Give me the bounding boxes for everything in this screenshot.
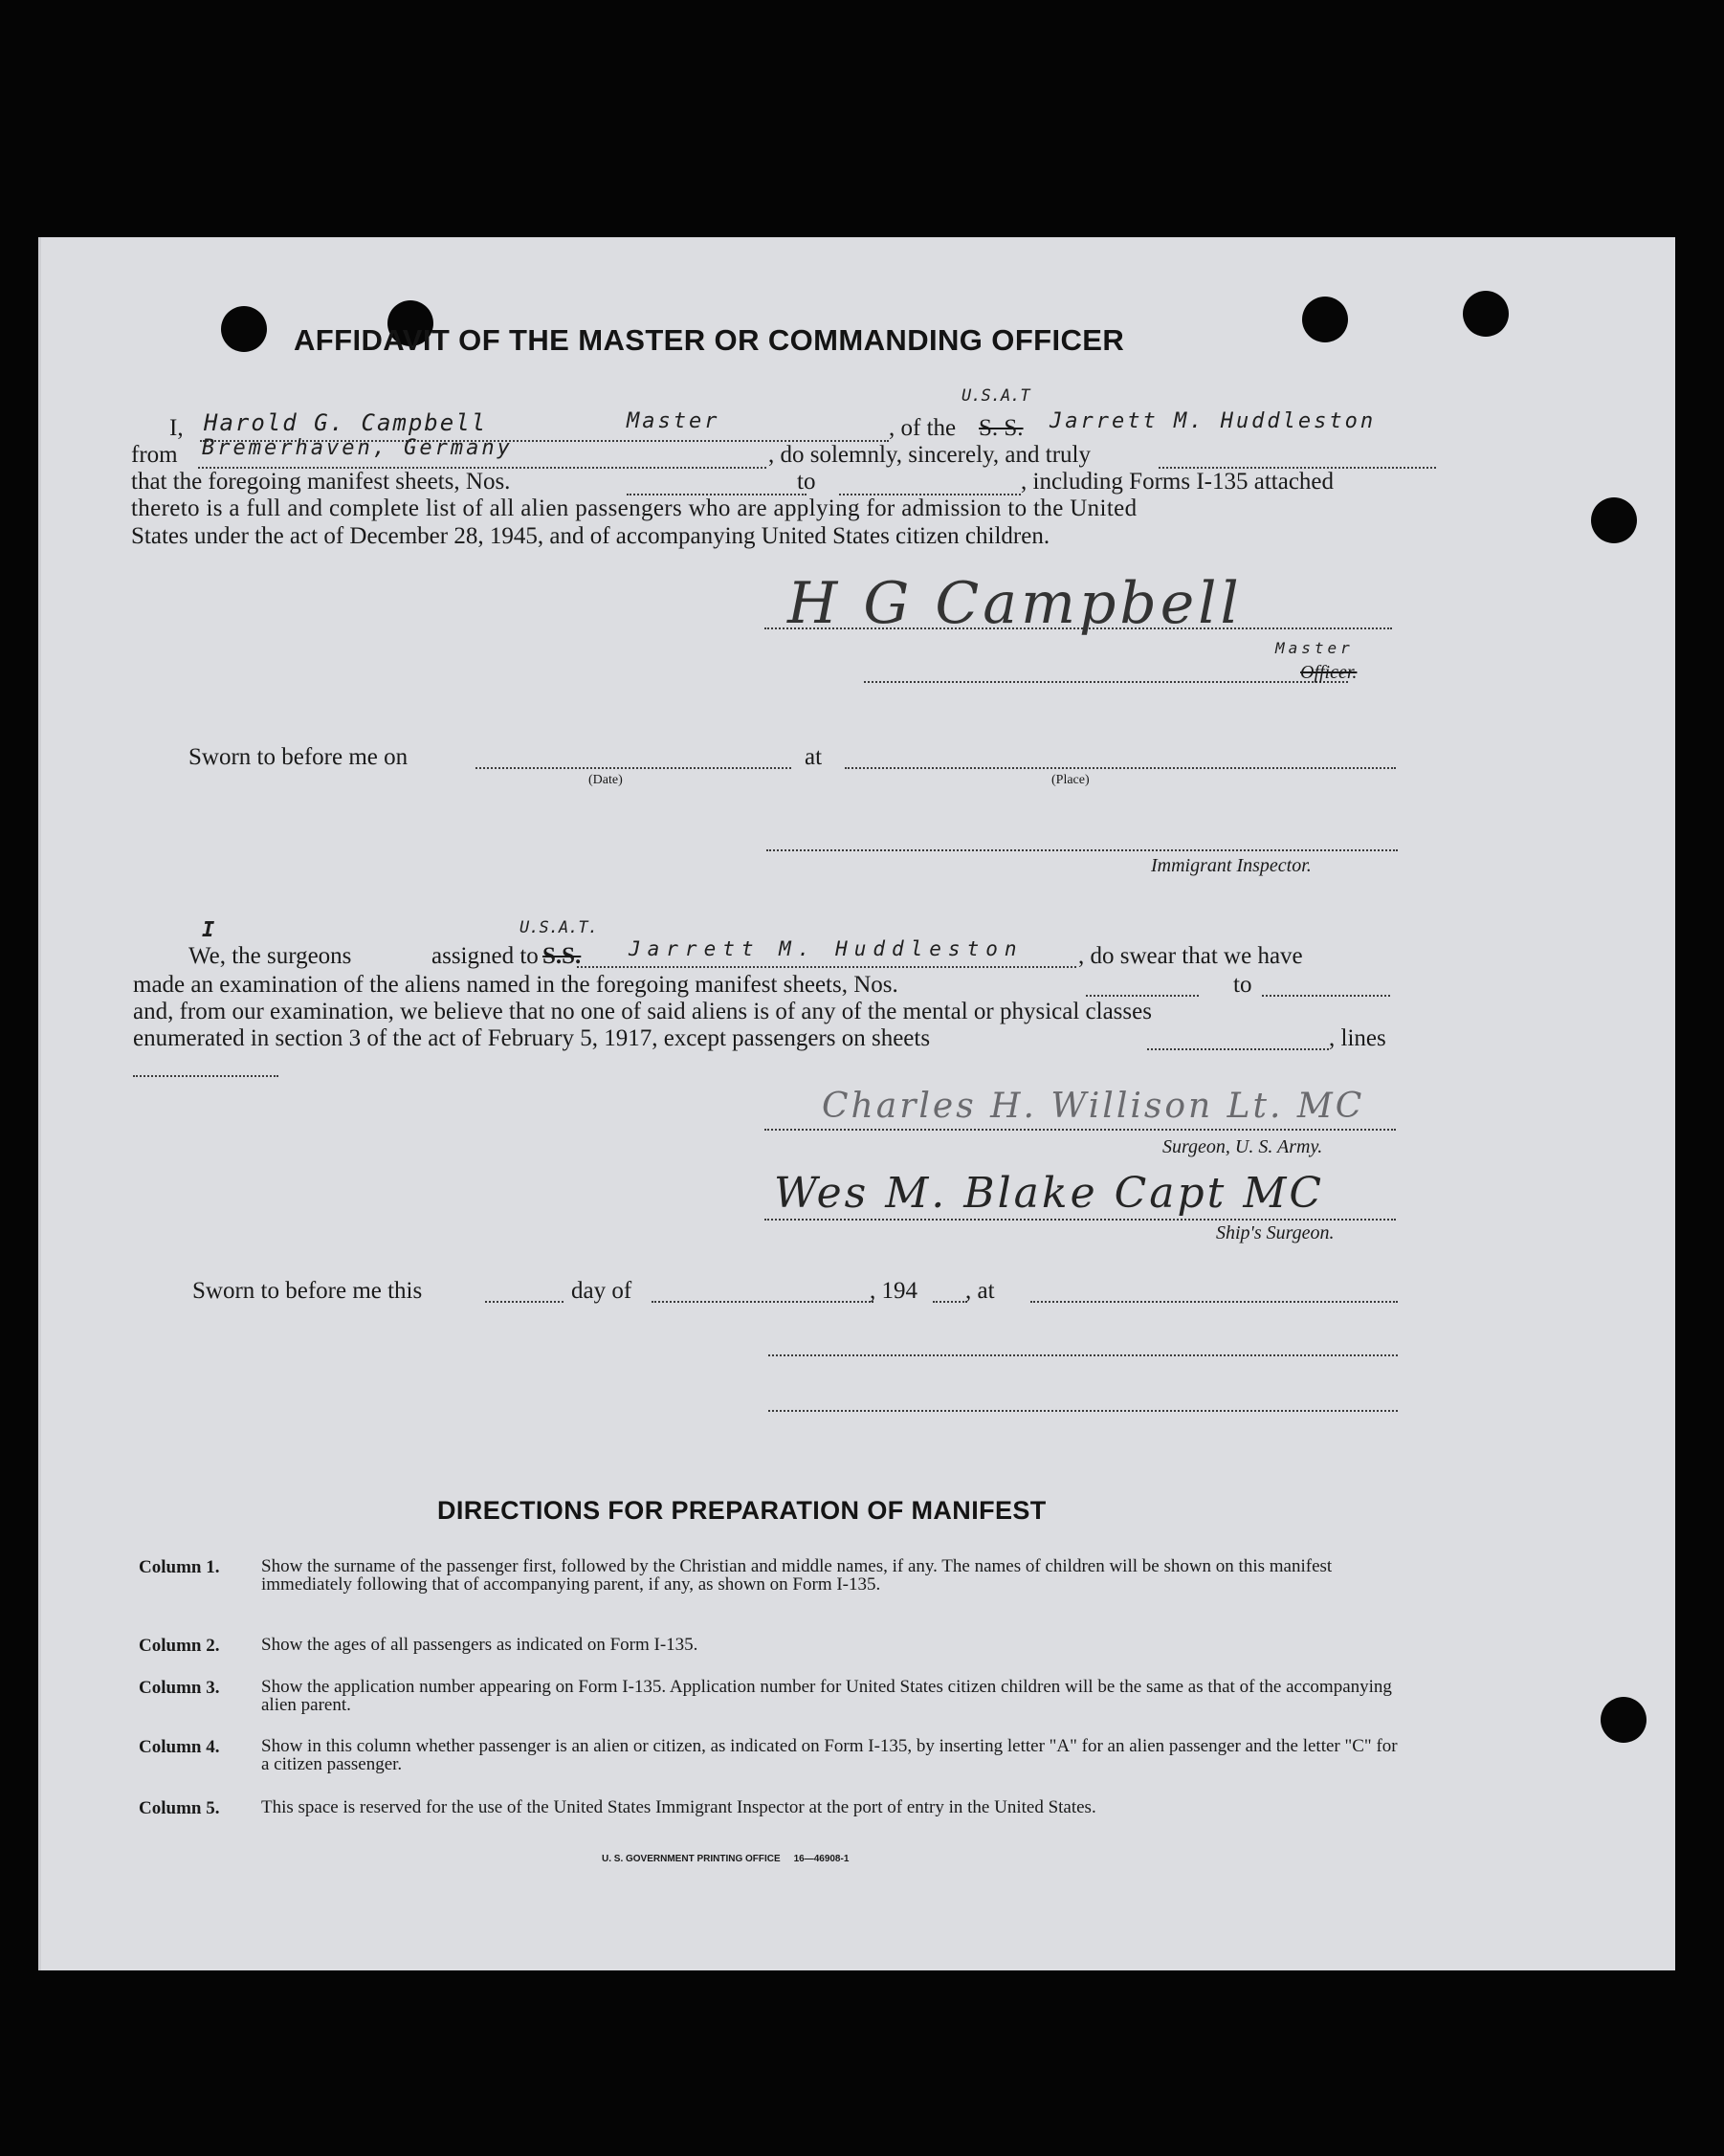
column-4-label: Column 4. (139, 1737, 220, 1757)
sworn2-at-text: , at (965, 1278, 995, 1304)
swear-text: , do swear that we have (1078, 943, 1303, 969)
surgeons-vessel-type-struck: S.S. (542, 943, 582, 969)
year-text: , 194 (870, 1278, 917, 1304)
vessel-type-handwritten: U.S.A.T (961, 386, 1030, 406)
army-surgeon-caption: Surgeon, U. S. Army. (1162, 1136, 1323, 1157)
surgeons-vessel-name: Jarrett M. Huddleston (629, 937, 1024, 960)
surgeons-prefix: We, the surgeons (188, 943, 352, 969)
punch-hole (1591, 497, 1637, 543)
master-title: Master (627, 409, 720, 433)
column-5-label: Column 5. (139, 1798, 220, 1818)
army-surgeon-signature: Charles H. Willison Lt. MC (822, 1087, 1365, 1126)
punch-hole (1601, 1697, 1647, 1743)
vessel-type-struck: S. S. (979, 415, 1024, 441)
sworn-month-line (652, 1301, 873, 1303)
sworn-at-text: at (805, 744, 823, 770)
surgeons-vessel-type-handwritten: U.S.A.T. (519, 918, 598, 937)
list-text: thereto is a full and complete list of all alien passengers who are applying for admission to the United (131, 495, 1138, 521)
inspector-line (766, 849, 1398, 851)
printing-office-footer: U. S. GOVERNMENT PRINTING OFFICE 16—46908-1 (602, 1854, 850, 1864)
document-page (38, 237, 1675, 1970)
officer-line (864, 681, 1348, 683)
column-5-text: This space is reserved for the use of the United States Immigrant Inspector at the port of entry in the United States. (261, 1797, 1096, 1817)
port-from: Bremerhaven, Germany (202, 436, 513, 460)
day-of-text: day of (571, 1278, 632, 1304)
enumerated-text: enumerated in section 3 of the act of February 5, 1917, except passengers on sheets (133, 1025, 931, 1051)
column-1-text: Show the surname of the passenger first, followed by the Christian and middle names, if any. The names of children will be shown on this manifest immediately following that of accompanying parent, if any, as shown on Form I-135. (261, 1556, 1333, 1595)
sworn-day-line (485, 1301, 564, 1303)
except-sheets-line (1147, 1048, 1329, 1050)
exam-sheets-from-line (1086, 995, 1199, 997)
column-3-text: Show the application number appearing on Form I-135. Application number for United States citizen children will be the same as that of the accompanying alien parent. (261, 1677, 1392, 1715)
line1-prefix: I, (169, 415, 184, 441)
of-the-text: , of the (889, 415, 957, 441)
date-caption: (Date) (588, 773, 623, 787)
column-4-text: Show in this column whether passenger is an alien or citizen, as indicated on Form I-135, by inserting letter "A" for an alien passenger and the letter "C" for a citizen passenger. (261, 1736, 1398, 1774)
officer-handwritten: Master (1275, 639, 1354, 657)
sworn-year-line (933, 1301, 967, 1303)
sworn2-place-line (1030, 1301, 1398, 1303)
sworn2-extra-line-2 (768, 1410, 1398, 1412)
master-name: Harold G. Campbell (204, 409, 488, 436)
correction-mark: I (202, 918, 215, 942)
mental-classes-text: and, from our examination, we believe that no one of said aliens is of any of the mental or physical classes (133, 999, 1152, 1024)
ship-surgeon-caption: Ship's Surgeon. (1216, 1222, 1335, 1243)
directions-title: DIRECTIONS FOR PREPARATION OF MANIFEST (437, 1496, 1047, 1525)
sworn-on-text: Sworn to before me on (188, 744, 409, 770)
column-1-label: Column 1. (139, 1557, 220, 1577)
sworn-date-line (475, 767, 791, 769)
army-surgeon-line (764, 1129, 1396, 1131)
manifest-sheets-text: that the foregoing manifest sheets, Nos. (131, 469, 511, 495)
act-text: States under the act of December 28, 1945, and of accompanying United States citizen children. (131, 523, 1050, 549)
punch-hole (1302, 297, 1348, 342)
ship-surgeon-line (764, 1219, 1396, 1221)
affidavit-title: AFFIDAVIT OF THE MASTER OR COMMANDING OFFICER (294, 323, 1125, 357)
ship-surgeon-signature: Wes M. Blake Capt MC (774, 1169, 1325, 1218)
to-text: to (797, 469, 816, 495)
vessel-name: Jarrett M. Huddleston (1050, 409, 1377, 433)
column-3-label: Column 3. (139, 1678, 220, 1698)
punch-hole (221, 306, 267, 352)
exam-to-text: to (1233, 972, 1252, 998)
lines-text: , lines (1329, 1025, 1386, 1051)
from-text: from (131, 442, 178, 468)
column-2-label: Column 2. (139, 1636, 220, 1656)
master-signature: H G Campbell (787, 570, 1243, 637)
lines-continuation-line (133, 1075, 278, 1077)
column-2-text: Show the ages of all passengers as indicated on Form I-135. (261, 1635, 698, 1655)
inspector-caption: Immigrant Inspector. (1151, 855, 1312, 876)
sworn-this-text: Sworn to before me this (192, 1278, 423, 1304)
assigned-to-text: assigned to (431, 943, 539, 969)
place-caption: (Place) (1051, 773, 1090, 787)
punch-hole (1463, 291, 1509, 337)
officer-caption: Officer. (1300, 662, 1358, 683)
surgeons-vessel-line (577, 966, 1076, 968)
forms-text: , including Forms I-135 attached (1021, 469, 1335, 495)
exam-sheets-to-line (1262, 995, 1390, 997)
examination-text: made an examination of the aliens named in the foregoing manifest sheets, Nos. (133, 972, 898, 998)
sworn2-extra-line-1 (768, 1354, 1398, 1356)
sworn-place-line (845, 767, 1396, 769)
solemnly-text: , do solemnly, sincerely, and truly (768, 442, 1091, 468)
